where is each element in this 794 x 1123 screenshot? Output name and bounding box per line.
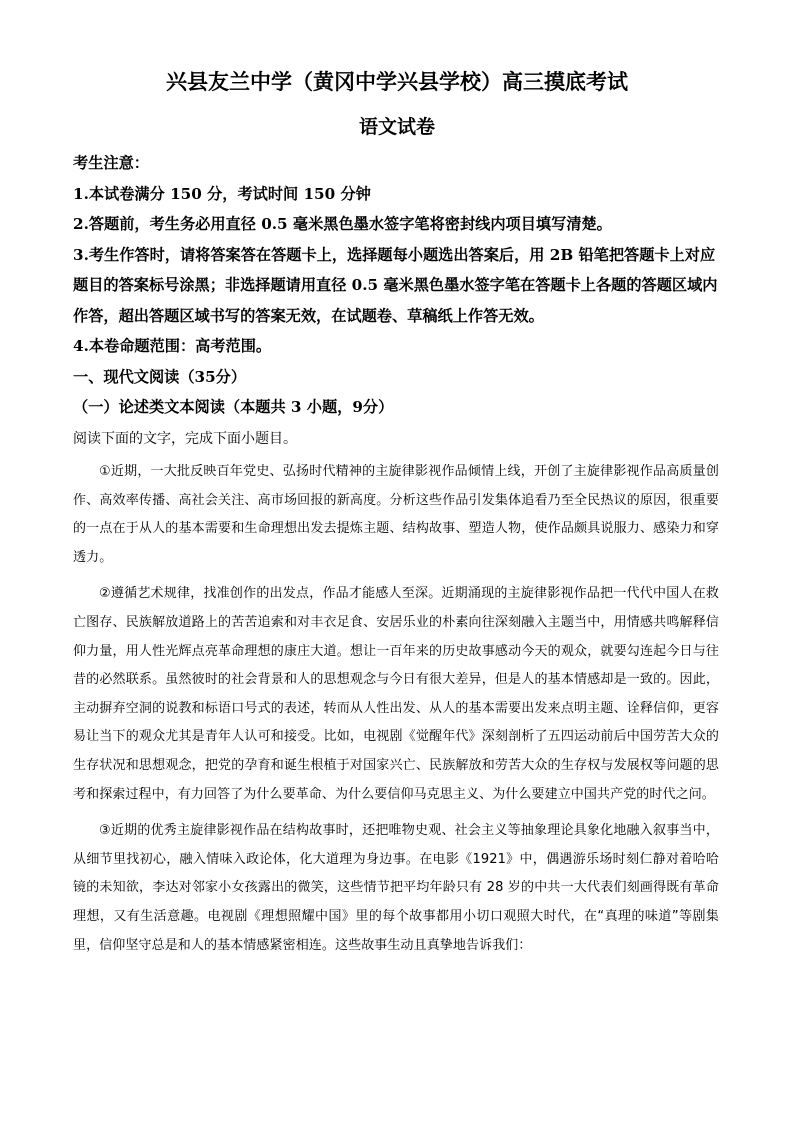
subsection-title: （一）论述类文本阅读（本题共 3 小题，9分） [73,398,394,416]
notice-item-1: 1.本试卷满分 150 分，考试时间 150 分钟 [73,184,371,203]
passage-paragraph-3: ③近期的优秀主旋律影视作品在结构故事时，还把唯物史观、社会主义等抽象理论具象化地融入叙事当中，从细节里找初心，融入情味入政论体，化大道理为身边事。在电影《1921》中，偶遇游乐场时刻仁静对着哈哈镜的未知欲，李达对邻家小女孩露出的微笑，这些情节把平均年龄只有 28 岁的中共一大代表们刻画得既有革命理想，又有生活意趣。电视剧《理想照耀中国》里的每个故事都用小切口观照大时代，在“真理的味道”等剧集里，信仰坚守总是和人的基本情感紧密相连。这些故事生动且真挚地告诉我们： [73,823,719,953]
notice-item-3: 3.考生作答时，请将答案答在答题卡上，选择题每小题选出答案后，用 2B 铅笔把答题卡上对应题目的答案标号涂黑；非选择题请用直径 0.5 毫米黑色墨水签字笔在答题卡上各题的答题区域内作答，超出答题区域书写的答案无效，在试题卷、草稿纸上作答无效。 [73,245,718,325]
passage-paragraph-2: ②遵循艺术规律，找准创作的出发点，作品才能感人至深。近期涌现的主旋律影视作品把一代代中国人在救亡图存、民族解放道路上的苦苦追索和对丰衣足食、安居乐业的朴素向往深刻融入主题当中，用情感共鸣解释信仰力量，用人性光辉点亮革命理想的康庄大道。想让一百年来的历史故事感动今天的观众，就要勾连起今日与往昔的必然联系。虽然彼时的社会背景和人的思想观念与今日有很大差异，但是人的基本情感却是一致的。因此，主动摒弃空洞的说教和标语口号式的表述，转而从人性出发、从人的基本需要出发来点明主题、诠释信仰，更容易让当下的观众尤其是青年人认可和接受。比如，电视剧《觉醒年代》深刻剖析了五四运动前后中国劳苦大众的生存状况和思想观念，把党的孕育和诞生根植于对国家兴亡、民族解放和劳苦大众的生存权与发展权等问题的思考和探索过程中，有力回答了为什么要革命、为什么要信仰马克思主义、为什么要建立中国共产党的时代之问。 [73,586,719,802]
section-title: 一、现代文阅读（35分） [73,367,247,386]
notice-heading: 考生注意： [73,154,149,172]
notice-item-4: 4.本卷命题范围：高考范围。 [73,337,272,355]
reading-instruction: 阅读下面的文字，完成下面小题目。 [73,431,297,447]
exam-title: 兴县友兰中学（黄冈中学兴县学校）高三摸底考试 [166,69,628,94]
reading-passage [73,458,719,960]
notice-item-2: 2.答题前，考生务必用直径 0.5 毫米黑色墨水签字笔将密封线内项目填写清楚。 [73,215,612,233]
exam-subtitle: 语文试卷 [358,116,435,138]
passage-paragraph-1: ①近期，一大批反映百年党史、弘扬时代精神的主旋律影视作品倾情上线，开创了主旋律影视作品高质量创作、高效率传播、高社会关注、高市场回报的新高度。分析这些作品引发集体追看乃至全民热议的原因，很重要的一点在于从人的基本需要和生命理想出发去提炼主题、结构故事、塑造人物，使作品颇具说服力、感染力和穿透力。 [73,464,719,565]
notice-block [73,148,721,423]
